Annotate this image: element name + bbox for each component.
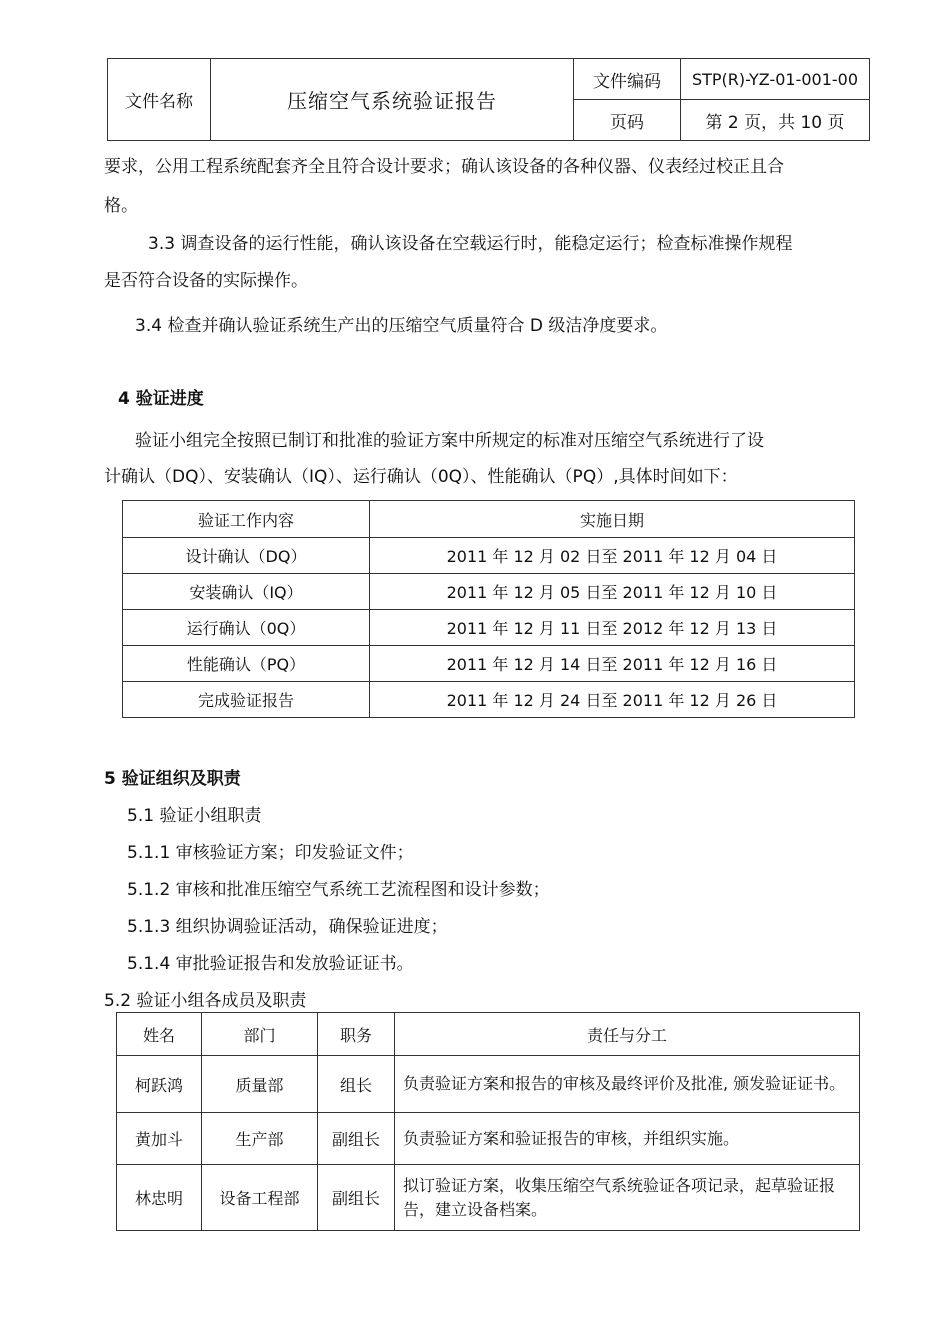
table-cell: 设计确认（DQ） <box>123 538 370 574</box>
member-department: 质量部 <box>202 1056 318 1113</box>
section-4-line: 计确认（DQ）、安装确认（IQ）、运行确认（0Q）、性能确认（PQ）,具体时间如下： <box>104 467 738 487</box>
section-3-4: 3.4 检查并确认验证系统生产出的压缩空气质量符合 D 级洁净度要求。 <box>135 316 668 336</box>
table-cell: 运行确认（0Q） <box>123 610 370 646</box>
doc-title: 压缩空气系统验证报告 <box>211 59 574 141</box>
section-3-3-line: 是否符合设备的实际操作。 <box>104 271 308 291</box>
member-position: 副组长 <box>318 1165 395 1231</box>
section-3-3-line: 3.3 调查设备的运行性能，确认该设备在空载运行时，能稳定运行；检查标准操作规程 <box>148 234 793 254</box>
section-5-1-1: 5.1.1 审核验证方案；印发验证文件； <box>127 843 414 863</box>
table-cell: 2011 年 12 月 05 日至 2011 年 12 月 10 日 <box>370 574 855 610</box>
member-position: 副组长 <box>318 1113 395 1165</box>
member-duty: 拟订验证方案，收集压缩空气系统验证各项记录，起草验证报告，建立设备档案。 <box>395 1165 860 1231</box>
section-5-1-2: 5.1.2 审核和批准压缩空气系统工艺流程图和设计参数； <box>127 880 550 900</box>
section-5-1-3: 5.1.3 组织协调验证活动，确保验证进度； <box>127 917 448 937</box>
page-label: 页码 <box>574 100 681 141</box>
column-header: 责任与分工 <box>395 1013 860 1056</box>
section-5-1-4: 5.1.4 审批验证报告和发放验证证书。 <box>127 954 414 974</box>
doc-code: STP(R)-YZ-01-001-00 <box>681 59 870 100</box>
member-name: 柯跃鸿 <box>117 1056 202 1113</box>
document-header-table <box>107 58 870 141</box>
table-cell: 安装确认（IQ） <box>123 574 370 610</box>
column-header: 验证工作内容 <box>123 501 370 538</box>
column-header: 姓名 <box>117 1013 202 1056</box>
section-4-heading: 4 验证进度 <box>118 389 204 409</box>
table-row <box>123 610 855 646</box>
member-duty: 负责验证方案和验证报告的审核，并组织实施。 <box>395 1113 860 1165</box>
table-row <box>117 1113 860 1165</box>
section-4-line: 验证小组完全按照已制订和批准的验证方案中所规定的标准对压缩空气系统进行了设 <box>135 431 764 451</box>
body-line: 要求，公用工程系统配套齐全且符合设计要求；确认该设备的各种仪器、仪表经过校正且合 <box>104 157 784 177</box>
section-5-heading: 5 验证组织及职责 <box>104 769 241 789</box>
table-cell: 2011 年 12 月 02 日至 2011 年 12 月 04 日 <box>370 538 855 574</box>
column-header: 职务 <box>318 1013 395 1056</box>
doc-code-label: 文件编码 <box>574 59 681 100</box>
column-header: 部门 <box>202 1013 318 1056</box>
page-value: 第 2 页，共 10 页 <box>681 100 870 141</box>
member-name: 林忠明 <box>117 1165 202 1231</box>
member-position: 组长 <box>318 1056 395 1113</box>
section-5-1: 5.1 验证小组职责 <box>127 806 262 826</box>
member-name: 黄加斗 <box>117 1113 202 1165</box>
table-row <box>117 1056 860 1113</box>
table-cell: 2011 年 12 月 24 日至 2011 年 12 月 26 日 <box>370 682 855 718</box>
table-cell: 2011 年 12 月 11 日至 2012 年 12 月 13 日 <box>370 610 855 646</box>
member-department: 设备工程部 <box>202 1165 318 1231</box>
table-row <box>117 1165 860 1231</box>
table-header-row <box>117 1013 860 1056</box>
table-row <box>123 682 855 718</box>
table-header-row <box>123 501 855 538</box>
doc-name-label: 文件名称 <box>108 59 211 141</box>
table-cell: 性能确认（PQ） <box>123 646 370 682</box>
table-row <box>123 538 855 574</box>
table-cell: 2011 年 12 月 14 日至 2011 年 12 月 16 日 <box>370 646 855 682</box>
table-row <box>123 574 855 610</box>
member-duty: 负责验证方案和报告的审核及最终评价及批准, 颁发验证证书。 <box>395 1056 860 1113</box>
team-members-table <box>116 1012 860 1231</box>
body-line: 格。 <box>104 196 138 216</box>
validation-schedule-table <box>122 500 855 718</box>
table-cell: 完成验证报告 <box>123 682 370 718</box>
table-row <box>123 646 855 682</box>
section-5-2: 5.2 验证小组各成员及职责 <box>104 991 307 1011</box>
column-header: 实施日期 <box>370 501 855 538</box>
member-department: 生产部 <box>202 1113 318 1165</box>
